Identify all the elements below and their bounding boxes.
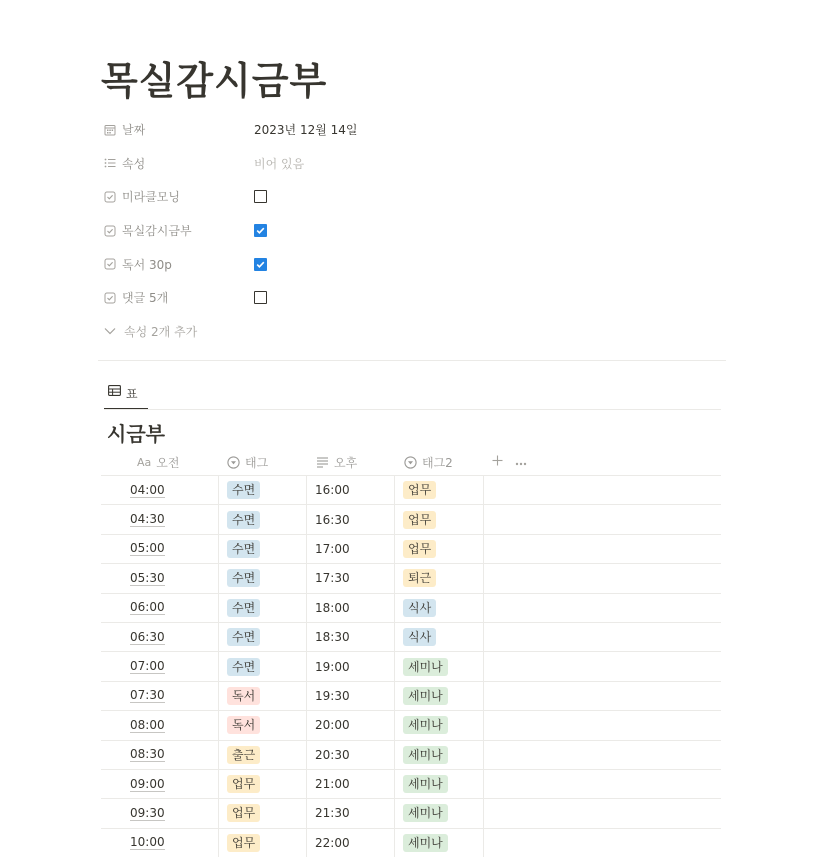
- tag-chip: 업무: [227, 834, 260, 852]
- cell-tag2[interactable]: [395, 799, 484, 827]
- cell-tag2[interactable]: [395, 711, 484, 739]
- time-am: 06:00: [130, 600, 165, 615]
- tag2-chip: 세미나: [403, 716, 448, 734]
- time-am: 05:30: [130, 570, 165, 585]
- table-row[interactable]: [101, 505, 721, 534]
- cell-am[interactable]: [101, 741, 218, 769]
- cell-empty: [484, 564, 721, 592]
- column-header-pm[interactable]: [307, 454, 395, 471]
- cell-pm[interactable]: [307, 505, 395, 533]
- cell-tag[interactable]: [218, 829, 307, 857]
- property-name[interactable]: [104, 289, 254, 306]
- checkbox-icon: [104, 225, 116, 237]
- database-title[interactable]: 시금부: [107, 422, 165, 446]
- tag-chip: 업무: [227, 775, 260, 793]
- cell-am[interactable]: [101, 505, 218, 533]
- time-am: 05:00: [130, 541, 165, 556]
- cell-tag2[interactable]: [395, 770, 484, 798]
- cell-tag[interactable]: [218, 623, 307, 651]
- cell-tag2[interactable]: [395, 535, 484, 563]
- cell-tag[interactable]: [218, 770, 307, 798]
- column-label: 오후: [334, 455, 358, 470]
- checkbox-unchecked[interactable]: [254, 291, 267, 304]
- cell-am[interactable]: [101, 476, 218, 504]
- cell-tag[interactable]: [218, 799, 307, 827]
- add-column-icon[interactable]: [492, 454, 503, 470]
- table-row[interactable]: [101, 770, 721, 799]
- cell-empty: [484, 505, 721, 533]
- cell-tag[interactable]: [218, 652, 307, 680]
- cell-pm[interactable]: [307, 829, 395, 857]
- time-pm: 19:00: [315, 659, 350, 674]
- cell-empty: [484, 711, 721, 739]
- page-properties: [104, 113, 724, 348]
- cell-pm[interactable]: [307, 770, 395, 798]
- cell-tag2[interactable]: [395, 623, 484, 651]
- cell-empty: [484, 535, 721, 563]
- cell-am[interactable]: [101, 594, 218, 622]
- select-icon: [404, 456, 417, 469]
- checkbox-icon: [104, 191, 116, 203]
- cell-tag2[interactable]: [395, 564, 484, 592]
- cell-empty: [484, 623, 721, 651]
- tag-chip: 수면: [227, 540, 260, 558]
- time-pm: 21:00: [315, 777, 350, 792]
- property-name[interactable]: [104, 188, 254, 205]
- property-label: 미라클모닝: [122, 190, 180, 205]
- time-am: 06:30: [130, 629, 165, 644]
- time-am: 09:00: [130, 776, 165, 791]
- cell-pm[interactable]: [307, 799, 395, 827]
- checkmark-icon: [255, 225, 266, 236]
- cell-tag[interactable]: [218, 741, 307, 769]
- cell-tag2[interactable]: [395, 594, 484, 622]
- property-name[interactable]: [104, 155, 254, 172]
- table-row[interactable]: [101, 711, 721, 740]
- table-header: [101, 449, 721, 476]
- cell-empty: [484, 799, 721, 827]
- time-am: 08:00: [130, 717, 165, 732]
- cell-pm[interactable]: [307, 623, 395, 651]
- cell-empty: [484, 652, 721, 680]
- view-tabs-divider: [104, 409, 721, 410]
- time-am: 10:00: [130, 835, 165, 850]
- cell-pm[interactable]: [307, 711, 395, 739]
- cell-tag[interactable]: [218, 505, 307, 533]
- property-label: 속성: [122, 156, 146, 171]
- table-row[interactable]: [101, 476, 721, 505]
- cell-tag2[interactable]: [395, 682, 484, 710]
- tag-chip: 수면: [227, 658, 260, 676]
- tag-chip: 독서: [227, 687, 260, 705]
- cell-am[interactable]: [101, 535, 218, 563]
- property-name[interactable]: [104, 121, 254, 138]
- time-pm: 17:30: [315, 571, 350, 586]
- table-row[interactable]: [101, 623, 721, 652]
- cell-pm[interactable]: [307, 476, 395, 504]
- property-row-reading[interactable]: [104, 247, 724, 281]
- cell-am[interactable]: [101, 682, 218, 710]
- select-icon: [227, 456, 240, 469]
- time-am: 04:30: [130, 512, 165, 527]
- tag2-chip: 세미나: [403, 658, 448, 676]
- time-pm: 18:00: [315, 600, 350, 615]
- cell-tag[interactable]: [218, 535, 307, 563]
- cell-tag[interactable]: [218, 682, 307, 710]
- cell-pm[interactable]: [307, 682, 395, 710]
- cell-tag2[interactable]: [395, 505, 484, 533]
- property-value-date[interactable]: 2023년 12월 14일: [254, 123, 358, 138]
- time-pm: 16:00: [315, 483, 350, 498]
- database-table: [101, 449, 721, 857]
- cell-tag[interactable]: [218, 711, 307, 739]
- tag2-chip: 업무: [403, 511, 436, 529]
- table-row[interactable]: [101, 535, 721, 564]
- checkmark-icon: [255, 259, 266, 270]
- column-label: 태그: [245, 455, 269, 470]
- property-row-comments[interactable]: [104, 281, 724, 315]
- page-title[interactable]: 목실감시금부: [101, 59, 328, 103]
- table-row[interactable]: [101, 594, 721, 623]
- table-row[interactable]: [101, 682, 721, 711]
- add-properties-label: 속성 2개 추가: [124, 324, 198, 339]
- tag2-chip: 세미나: [403, 804, 448, 822]
- table-row[interactable]: [101, 799, 721, 828]
- tag2-chip: 세미나: [403, 687, 448, 705]
- time-pm: 18:30: [315, 630, 350, 645]
- cell-pm[interactable]: [307, 535, 395, 563]
- property-row-attribute[interactable]: [104, 147, 724, 181]
- cell-empty: [484, 594, 721, 622]
- tag2-chip: 퇴근: [403, 569, 436, 587]
- column-label: 오전: [156, 455, 180, 470]
- tag-chip: 독서: [227, 716, 260, 734]
- add-properties-button[interactable]: [104, 315, 724, 349]
- cell-pm[interactable]: [307, 741, 395, 769]
- cell-tag[interactable]: [218, 564, 307, 592]
- time-pm: 20:30: [315, 747, 350, 762]
- cell-pm[interactable]: [307, 564, 395, 592]
- chevron-down-icon: [104, 327, 116, 335]
- column-label: 태그2: [422, 455, 453, 470]
- tag-chip: 수면: [227, 569, 260, 587]
- time-pm: 21:30: [315, 806, 350, 821]
- tag2-chip: 세미나: [403, 775, 448, 793]
- time-pm: 20:00: [315, 718, 350, 733]
- table-row[interactable]: [101, 652, 721, 681]
- table-icon: [108, 385, 121, 396]
- time-am: 08:30: [130, 747, 165, 762]
- property-label: 독서 30p: [122, 257, 172, 272]
- cell-tag2[interactable]: [395, 741, 484, 769]
- more-options-icon[interactable]: [515, 454, 527, 470]
- property-name[interactable]: [104, 256, 254, 273]
- cell-am[interactable]: [101, 711, 218, 739]
- time-am: 07:30: [130, 688, 165, 703]
- tag2-chip: 식사: [403, 599, 436, 617]
- cell-tag2[interactable]: [395, 829, 484, 857]
- property-label: 목실감시금부: [122, 224, 192, 239]
- cell-empty: [484, 476, 721, 504]
- property-label: 댓글 5개: [122, 291, 169, 306]
- table-row[interactable]: [101, 564, 721, 593]
- checkbox-icon: [104, 258, 116, 270]
- time-pm: 16:30: [315, 512, 350, 527]
- column-actions: [484, 454, 721, 470]
- cell-pm[interactable]: [307, 594, 395, 622]
- time-am: 07:00: [130, 659, 165, 674]
- time-am: 09:30: [130, 805, 165, 820]
- cell-tag2[interactable]: [395, 476, 484, 504]
- cell-am[interactable]: [101, 623, 218, 651]
- cell-tag2[interactable]: [395, 652, 484, 680]
- table-row[interactable]: [101, 829, 721, 857]
- property-name[interactable]: [104, 222, 254, 239]
- table-row[interactable]: [101, 741, 721, 770]
- list-icon: [104, 157, 116, 169]
- checkbox-checked[interactable]: [254, 258, 267, 271]
- tag-chip: 수면: [227, 511, 260, 529]
- tag-chip: 업무: [227, 804, 260, 822]
- cell-pm[interactable]: [307, 652, 395, 680]
- property-label: 날짜: [122, 123, 146, 138]
- text-aa-icon: Aa: [137, 455, 152, 469]
- checkbox-checked[interactable]: [254, 224, 267, 237]
- cell-am[interactable]: [101, 652, 218, 680]
- cell-am[interactable]: [101, 799, 218, 827]
- time-pm: 22:00: [315, 835, 350, 850]
- tag-chip: 수면: [227, 599, 260, 617]
- calendar-icon: [104, 124, 116, 136]
- property-value-empty[interactable]: 비어 있음: [254, 156, 305, 171]
- cell-tag[interactable]: [218, 594, 307, 622]
- text-lines-icon: [316, 456, 329, 468]
- column-header-tag2[interactable]: [395, 454, 484, 471]
- table-body: [101, 476, 721, 857]
- checkbox-unchecked[interactable]: [254, 190, 267, 203]
- property-row-gratitude-journal[interactable]: [104, 214, 724, 248]
- cell-empty: [484, 682, 721, 710]
- tag-chip: 수면: [227, 481, 260, 499]
- column-header-tag[interactable]: [218, 454, 307, 471]
- tab-table-view[interactable]: [104, 381, 148, 410]
- cell-am[interactable]: [101, 829, 218, 857]
- cell-empty: [484, 770, 721, 798]
- tag2-chip: 업무: [403, 540, 436, 558]
- cell-empty: [484, 741, 721, 769]
- time-pm: 17:00: [315, 541, 350, 556]
- tag2-chip: 세미나: [403, 746, 448, 764]
- cell-empty: [484, 829, 721, 857]
- cell-am[interactable]: [101, 564, 218, 592]
- tab-label: 표: [126, 387, 138, 401]
- tag2-chip: 세미나: [403, 834, 448, 852]
- tag2-chip: 식사: [403, 628, 436, 646]
- tag-chip: 수면: [227, 628, 260, 646]
- divider: [98, 360, 726, 361]
- tag2-chip: 업무: [403, 481, 436, 499]
- cell-tag[interactable]: [218, 476, 307, 504]
- property-row-miracle-morning[interactable]: [104, 180, 724, 214]
- checkbox-icon: [104, 292, 116, 304]
- property-row-date[interactable]: [104, 113, 724, 147]
- tag-chip: 출근: [227, 746, 260, 764]
- time-am: 04:00: [130, 482, 165, 497]
- cell-am[interactable]: [101, 770, 218, 798]
- time-pm: 19:30: [315, 688, 350, 703]
- column-header-am[interactable]: [101, 454, 218, 471]
